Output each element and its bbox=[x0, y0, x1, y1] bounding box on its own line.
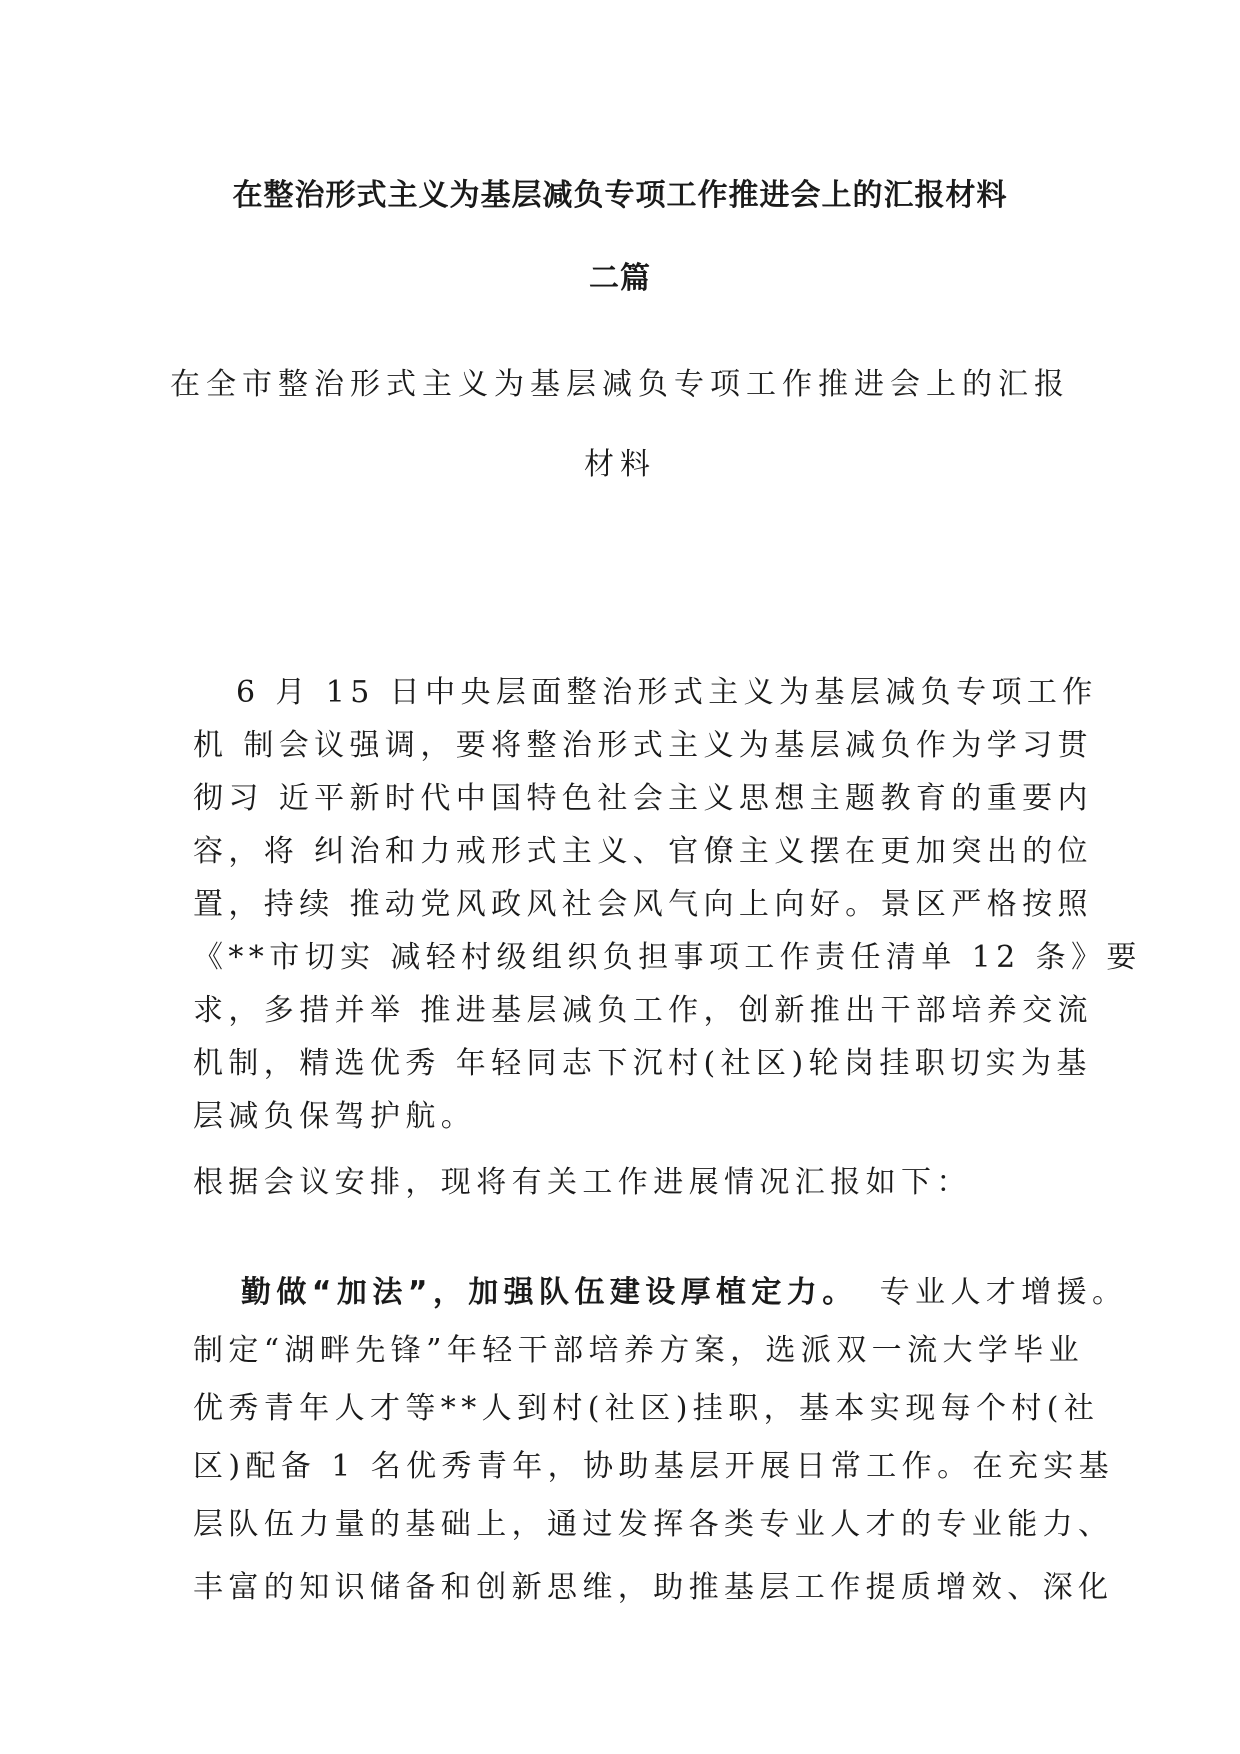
paragraph-2: 根据会议安排，现将有关工作进展情况汇报如下： bbox=[193, 1165, 972, 1200]
section-1-line: 制定“湖畔先锋”年轻干部培养方案，选派双一流大学毕业 bbox=[193, 1333, 1085, 1368]
section-1-first-line bbox=[241, 1275, 1128, 1310]
document-subtitle-line-2: 材料 bbox=[584, 447, 656, 482]
document-title-line-2: 二篇 bbox=[589, 261, 651, 296]
section-1-line: 丰富的知识储备和创新思维，助推基层工作提质增效、深化 bbox=[193, 1570, 1114, 1605]
section-1-line: 层队伍力量的基础上，通过发挥各类专业人才的专业能力、 bbox=[193, 1507, 1114, 1542]
section-1-line: 区)配备 1 名优秀青年，协助基层开展日常工作。在充实基 bbox=[193, 1449, 1115, 1484]
paragraph-1-line: 求，多措并举 推进基层减负工作，创新推出干部培养交流 bbox=[193, 993, 1093, 1028]
paragraph-1-line: 6 月 15 日中央层面整治形式主义为基层减负专项工作 bbox=[236, 675, 1098, 710]
document-title-line-1: 在整治形式主义为基层减负专项工作推进会上的汇报材料 bbox=[232, 178, 1008, 213]
paragraph-1-line: 彻习 近平新时代中国特色社会主义思想主题教育的重要内 bbox=[193, 781, 1093, 816]
section-1-first-line-text: 专业人才增援。 bbox=[879, 1275, 1128, 1310]
document-subtitle-line-1: 在全市整治形式主义为基层减负专项工作推进会上的汇报 bbox=[170, 367, 1070, 402]
section-1-heading: 勤做“加法”，加强队伍建设厚植定力。 bbox=[241, 1275, 858, 1310]
paragraph-1-line: 机 制会议强调，要将整治形式主义为基层减负作为学习贯 bbox=[193, 728, 1093, 763]
paragraph-1-line: 机制，精选优秀 年轻同志下沉村(社区)轮岗挂职切实为基 bbox=[193, 1046, 1092, 1081]
section-1-line: 优秀青年人才等**人到村(社区)挂职，基本实现每个村(社 bbox=[193, 1391, 1100, 1426]
paragraph-1-line: 层减负保驾护航。 bbox=[193, 1099, 477, 1134]
paragraph-1-line: 置，持续 推动党风政风社会风气向上向好。景区严格按照 bbox=[193, 887, 1093, 922]
paragraph-1-line: 容，将 纠治和力戒形式主义、官僚主义摆在更加突出的位 bbox=[193, 834, 1093, 869]
paragraph-1-line: 《**市切实 减轻村级组织负担事项工作责任清单 12 条》要 bbox=[193, 940, 1142, 975]
